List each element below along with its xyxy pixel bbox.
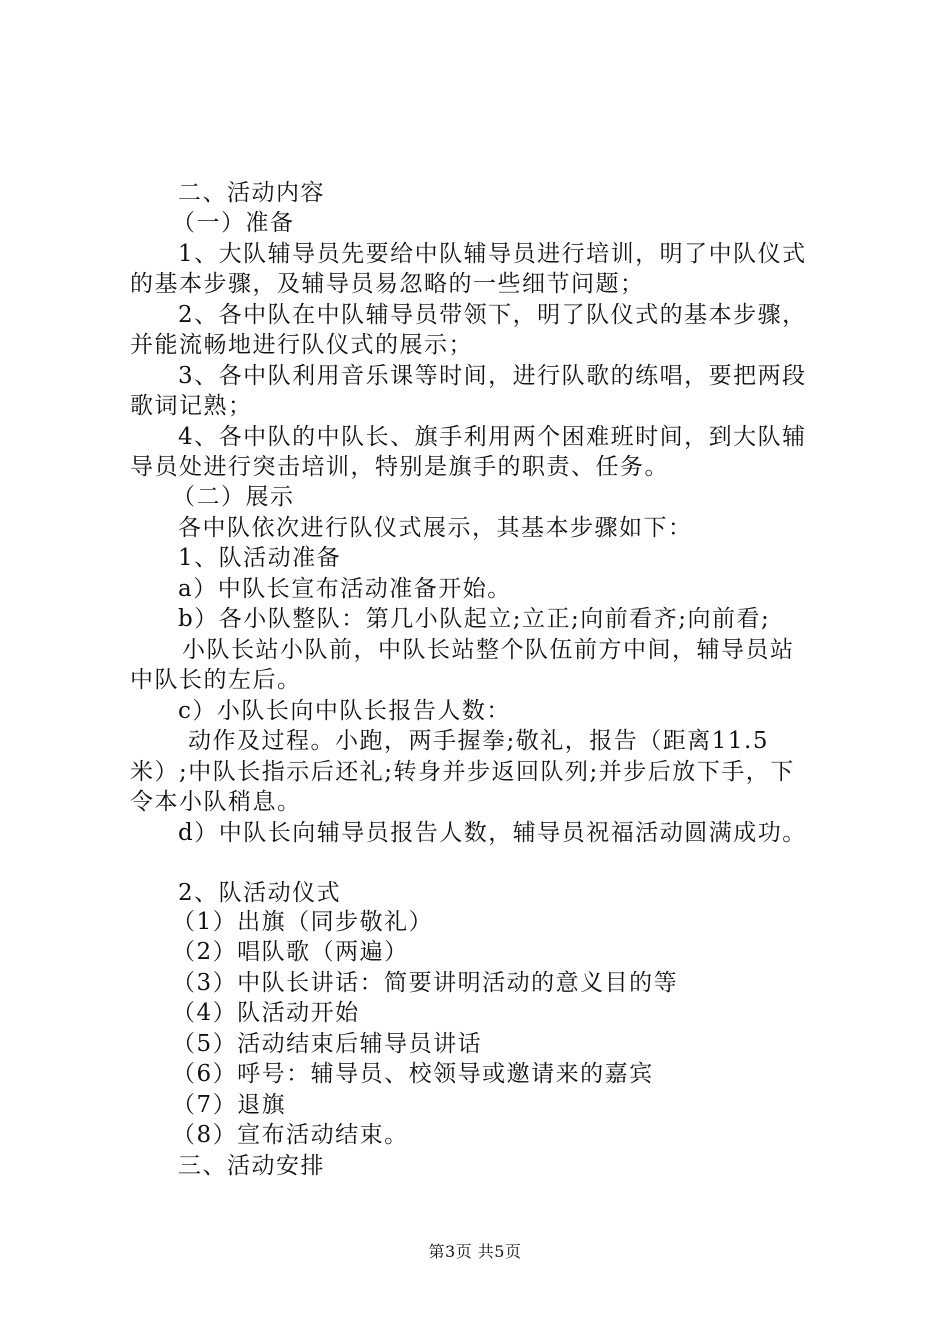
- step-heading: 1、队活动准备: [178, 545, 342, 571]
- paragraph-line: c）小队长向中队长报告人数：: [178, 698, 511, 724]
- list-item: （3）中队长讲话：简要讲明活动的意义目的等: [172, 970, 679, 996]
- paragraph-line: 导员处进行突击培训，特别是旗手的职责、任务。: [130, 454, 669, 480]
- section-heading: 三、活动安排: [178, 1153, 325, 1179]
- paragraph-line: 各中队依次进行队仪式展示，其基本步骤如下：: [178, 515, 693, 541]
- paragraph-line: b）各小队整队：第几小队起立;立正;向前看齐;向前看;: [178, 606, 771, 632]
- paragraph-line: d）中队长向辅导员报告人数，辅导员祝福活动圆满成功。: [178, 820, 807, 846]
- list-item: （6）呼号：辅导员、校领导或邀请来的嘉宾: [172, 1061, 654, 1087]
- paragraph-line: 动作及过程。小跑，两手握拳;敬礼，报告（距离11.5: [188, 728, 769, 754]
- section-heading: 二、活动内容: [178, 180, 325, 206]
- paragraph-line: 2、各中队在中队辅导员带领下，明了队仪式的基本步骤，: [178, 302, 807, 328]
- paragraph-line: 3、各中队利用音乐课等时间，进行队歌的练唱，要把两段: [178, 363, 807, 389]
- list-item: （4）队活动开始: [172, 1000, 360, 1026]
- paragraph-line: 的基本步骤，及辅导员易忽略的一些细节问题；: [130, 271, 645, 297]
- list-item: （7）退旗: [172, 1092, 287, 1118]
- step-heading: 2、队活动仪式: [178, 880, 342, 906]
- paragraph-line: 4、各中队的中队长、旗手利用两个困难班时间，到大队辅: [178, 424, 807, 450]
- subsection-heading: （一）准备: [172, 210, 295, 236]
- paragraph-line: 令本小队稍息。: [130, 789, 302, 815]
- paragraph-line: 中队长的左后。: [130, 667, 302, 693]
- list-item: （1）出旗（同步敬礼）: [172, 909, 434, 935]
- paragraph-line: 歌词记熟；: [130, 393, 253, 419]
- list-item: （2）唱队歌（两遍）: [172, 939, 409, 965]
- subsection-heading: （二）展示: [172, 484, 295, 510]
- paragraph-line: 并能流畅地进行队仪式的展示；: [130, 332, 473, 358]
- paragraph-line: a）中队长宣布活动准备开始。: [178, 576, 512, 602]
- paragraph-line: 1、大队辅导员先要给中队辅导员进行培训，明了中队仪式: [178, 241, 807, 267]
- list-item: （5）活动结束后辅导员讲话: [172, 1031, 483, 1057]
- paragraph-line: 小队长站小队前，中队长站整个队伍前方中间，辅导员站: [182, 637, 795, 663]
- list-item: （8）宣布活动结束。: [172, 1122, 409, 1148]
- page-number-footer: 第3页 共5页: [428, 1242, 522, 1261]
- paragraph-line: 米）;中队长指示后还礼;转身并步返回队列;并步后放下手，下: [130, 759, 795, 785]
